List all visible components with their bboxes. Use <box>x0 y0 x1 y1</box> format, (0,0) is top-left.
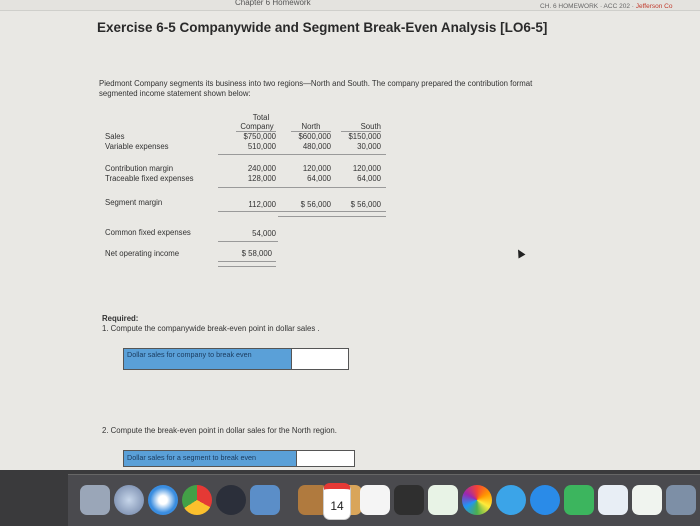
facetime-icon[interactable] <box>564 485 594 515</box>
notes-icon[interactable] <box>360 485 390 515</box>
variable-rule <box>218 154 386 155</box>
row-cm-south: 120,000 <box>352 164 381 173</box>
common-rule <box>218 241 278 242</box>
row-cm-north: 120,000 <box>302 164 331 173</box>
row-fixed-label: Traceable fixed expenses <box>105 174 194 183</box>
row-sales-total: $750,000 <box>243 132 276 141</box>
row-variable-total: 510,000 <box>247 142 276 151</box>
answer-row-1 <box>123 348 349 370</box>
messages-icon[interactable] <box>496 485 526 515</box>
question-1: 1. Compute the companywide break-even point in dollar sales . <box>102 323 320 333</box>
calendar-icon[interactable]: 14 <box>323 483 351 520</box>
tab-course-highlight: Jefferson Co <box>635 3 673 10</box>
reminders-icon[interactable] <box>394 485 424 515</box>
noi-double-rule <box>218 261 276 267</box>
row-variable-north: 480,000 <box>302 142 331 151</box>
row-segment-total: 112,000 <box>248 200 276 209</box>
row-noi-label: Net operating income <box>105 249 180 258</box>
row-fixed-south: 64,000 <box>357 174 381 183</box>
row-sales-north: $600,000 <box>298 132 331 141</box>
row-cm-total: 240,000 <box>247 164 276 173</box>
tab-course-label: CH. 6 HOMEWORK · ACC 202 · <box>540 3 636 10</box>
header-total-2: Company <box>240 122 274 131</box>
system-preferences-icon[interactable] <box>666 485 696 515</box>
tab-bar <box>0 0 700 11</box>
macos-dock <box>68 474 700 526</box>
header-north: North <box>301 122 321 131</box>
row-sales-label: Sales <box>105 132 125 141</box>
answer-2-input[interactable] <box>296 451 354 466</box>
safari-icon[interactable] <box>148 485 178 515</box>
required-section <box>102 314 320 333</box>
row-common-label: Common fixed expenses <box>105 228 191 237</box>
row-noi-total: $ 58,000 <box>241 249 272 258</box>
row-fixed-total: 128,000 <box>247 174 276 183</box>
row-variable-south: 30,000 <box>357 142 381 151</box>
header-total-1: Total <box>252 113 270 122</box>
fixed-rule <box>218 187 386 188</box>
segment-rule-total <box>218 211 278 212</box>
tab-chapter-homework[interactable]: Chapter 6 Homework <box>235 0 311 7</box>
answer-1-label: Dollar sales for company to break even <box>124 349 291 369</box>
row-cm-label: Contribution margin <box>105 164 174 173</box>
app-store-icon[interactable] <box>530 485 560 515</box>
segment-double-rule <box>278 211 386 217</box>
pages-icon[interactable] <box>598 485 628 515</box>
numbers-icon[interactable] <box>632 485 662 515</box>
row-sales-south: $150,000 <box>348 132 381 141</box>
answer-2-label: Dollar sales for a segment to break even <box>124 451 296 466</box>
problem-intro: Piedmont Company segments its business into two regions—North and South. The company prepared the contribution format segmented income statement shown below: <box>99 79 533 98</box>
launchpad-icon[interactable] <box>216 485 246 515</box>
answer-row-2 <box>123 450 355 467</box>
preview-icon[interactable] <box>250 485 280 515</box>
question-2: 2. Compute the break-even point in dollar sales for the North region. <box>102 426 337 435</box>
mouse-cursor-icon <box>515 248 526 259</box>
row-variable-label: Variable expenses <box>105 142 169 151</box>
row-segment-north: $ 56,000 <box>300 200 331 209</box>
chrome-icon[interactable] <box>182 485 212 515</box>
row-common-total: 54,000 <box>252 229 276 238</box>
row-fixed-north: 64,000 <box>307 174 331 183</box>
maps-icon[interactable] <box>428 485 458 515</box>
answer-1-input[interactable] <box>291 349 348 369</box>
row-segment-label: Segment margin <box>105 198 163 207</box>
photos-icon[interactable] <box>462 485 492 515</box>
siri-icon[interactable] <box>114 485 144 515</box>
row-segment-south: $ 56,000 <box>350 200 381 209</box>
required-heading: Required: <box>102 314 139 323</box>
finder-icon[interactable] <box>80 485 110 515</box>
page-title: Exercise 6-5 Companywide and Segment Break-Even Analysis [LO6-5] <box>97 20 548 35</box>
header-south: South <box>360 122 381 131</box>
tab-course[interactable] <box>540 3 672 10</box>
